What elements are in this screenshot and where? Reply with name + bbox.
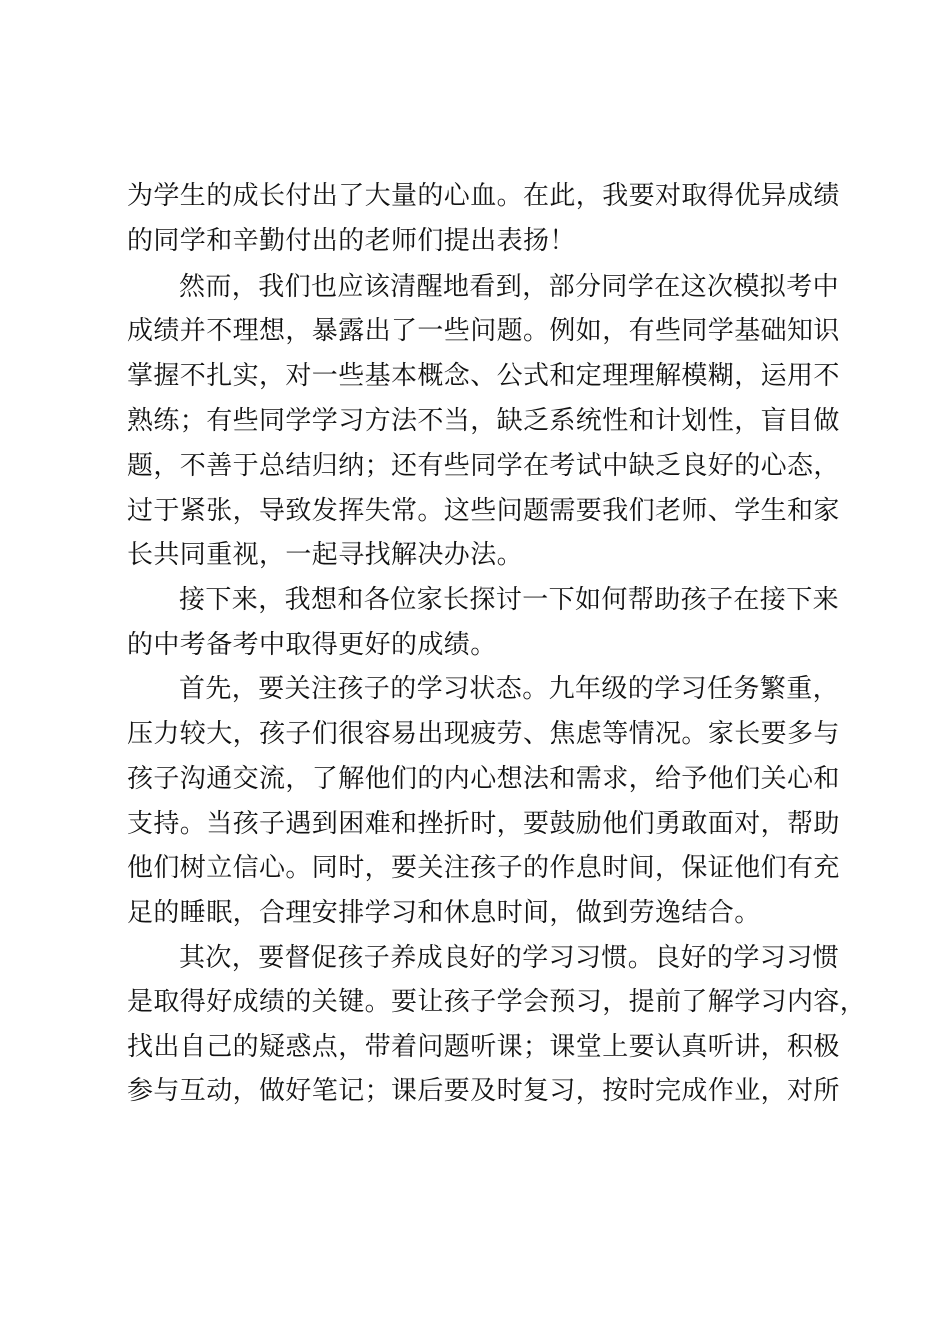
text-line: 熟练；有些同学学习方法不当，缺乏系统性和计划性，盲目做 bbox=[127, 406, 840, 436]
text-line: 题，不善于总结归纳；还有些同学在考试中缺乏良好的心态， bbox=[127, 451, 840, 481]
text-line: 的同学和辛勤付出的老师们提出表扬！ bbox=[127, 226, 576, 256]
text-line: 足的睡眠，合理安排学习和休息时间，做到劳逸结合。 bbox=[127, 898, 761, 928]
text-line: 长共同重视，一起寻找解决办法。 bbox=[127, 540, 524, 570]
text-line: 然而，我们也应该清醒地看到，部分同学在这次模拟考中 bbox=[179, 272, 840, 302]
text-line: 过于紧张，导致发挥失常。这些问题需要我们老师、学生和家 bbox=[127, 496, 840, 526]
text-line: 其次，要督促孩子养成良好的学习习惯。良好的学习习惯 bbox=[179, 943, 840, 973]
text-line: 的中考备考中取得更好的成绩。 bbox=[127, 630, 497, 660]
text-line: 首先，要关注孩子的学习状态。九年级的学习任务繁重， bbox=[179, 674, 840, 704]
text-line: 是取得好成绩的关键。要让孩子学会预习，提前了解学习内容， bbox=[127, 987, 867, 1017]
text-line: 成绩并不理想，暴露出了一些问题。例如，有些同学基础知识 bbox=[127, 316, 840, 346]
text-line: 找出自己的疑惑点，带着问题听课；课堂上要认真听讲，积极 bbox=[127, 1032, 840, 1062]
text-line: 掌握不扎实，对一些基本概念、公式和定理理解模糊，运用不 bbox=[127, 361, 840, 391]
text-line: 接下来，我想和各位家长探讨一下如何帮助孩子在接下来 bbox=[179, 585, 840, 615]
text-line: 为学生的成长付出了大量的心血。在此，我要对取得优异成绩 bbox=[127, 181, 840, 211]
text-line: 参与互动，做好笔记；课后要及时复习，按时完成作业，对所 bbox=[127, 1076, 840, 1106]
text-line: 他们树立信心。同时，要关注孩子的作息时间，保证他们有充 bbox=[127, 853, 840, 883]
text-line: 孩子沟通交流，了解他们的内心想法和需求，给予他们关心和 bbox=[127, 764, 840, 794]
text-line: 压力较大，孩子们很容易出现疲劳、焦虑等情况。家长要多与 bbox=[127, 719, 840, 749]
text-line: 支持。当孩子遇到困难和挫折时，要鼓励他们勇敢面对，帮助 bbox=[127, 809, 840, 839]
